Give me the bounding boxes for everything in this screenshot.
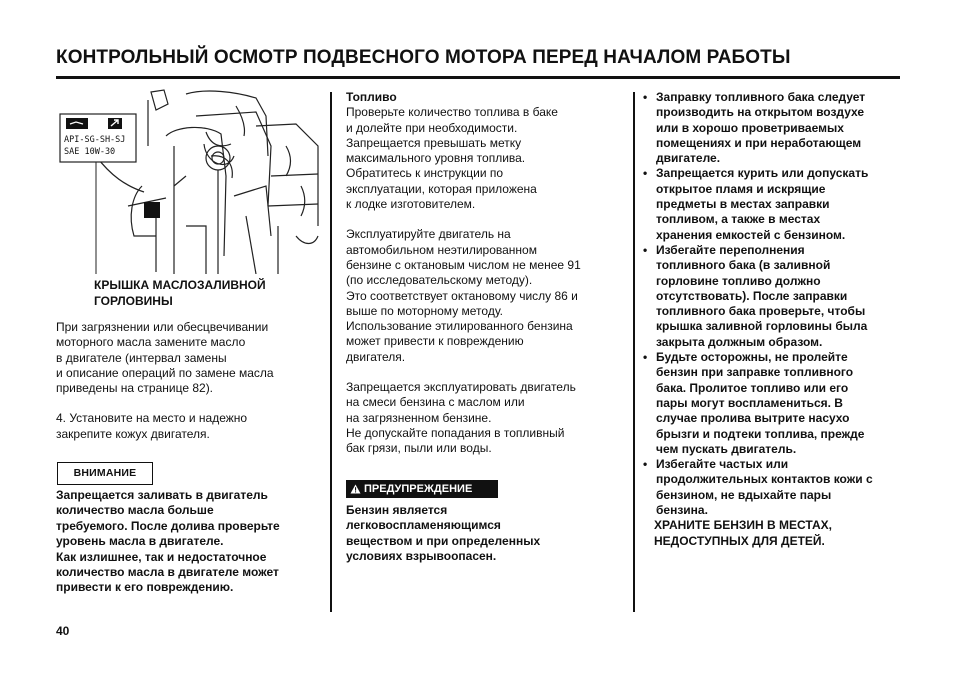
text-line: приведены на странице 82). [56, 381, 214, 396]
text-line: максимального уровня топлива. [346, 151, 526, 166]
text-line: Это соответствует октановому числу 86 и [346, 288, 578, 303]
text-line: выше по моторному методу. [346, 303, 503, 318]
list-item [642, 90, 902, 166]
page-number: 40 [56, 624, 70, 638]
safety-list-section [642, 90, 902, 549]
storage-line: ХРАНИТЕ БЕНЗИН В МЕСТАХ, [654, 518, 832, 533]
warning-line: Бензин является [346, 503, 448, 517]
bullet-line: предметы в местах заправки [656, 197, 830, 212]
text-line: в двигателе (интервал замены [56, 350, 227, 365]
fuel-section [346, 90, 608, 457]
notice-line: привести к его повреждению. [56, 580, 234, 595]
text-line: Запрещается превышать метку [346, 135, 522, 150]
notice-label: ВНИМАНИЕ [57, 462, 153, 485]
warning-label-text: ПРЕДУПРЕЖДЕНИЕ [364, 483, 473, 495]
text-line: двигателя. [346, 349, 406, 364]
oil-spec-label [60, 114, 136, 162]
bullet-line: пары могут воспламениться. В [656, 395, 843, 410]
text-line: может привести к повреждению [346, 334, 524, 349]
notice-line: требуемого. После долива проверьте [56, 518, 280, 533]
caption-line-1: КРЫШКА МАСЛОЗАЛИВНОЙ [94, 278, 266, 292]
text-line: Запрещается эксплуатировать двигатель [346, 380, 576, 395]
bullet-line: • Избегайте переполнения [656, 242, 805, 257]
list-item [642, 166, 902, 242]
text-line: (по исследовательскому методу). [346, 273, 533, 288]
bullet-line: закрыта должным образом. [656, 334, 823, 349]
bullet-line: • Заправку топливного бака следует [656, 90, 866, 104]
title-rule [56, 76, 900, 79]
text-line: эксплуатации, которая приложена [346, 181, 537, 196]
text-line: Не допускайте попадания в топливный [346, 425, 565, 440]
caption-line-2: ГОРЛОВИНЫ [94, 293, 173, 308]
text-line: Эксплуатируйте двигатель на [346, 227, 511, 242]
bullet-line: топливного бака проверьте, чтобы [656, 304, 866, 319]
column-divider-2 [633, 92, 635, 612]
bullet-line: бака. Пролитое топливо или его [656, 380, 849, 395]
bullet-line: топливного бака (в заливной [656, 258, 831, 273]
bullet-line: открытое пламя и искрящие [656, 181, 826, 196]
notice-line: Запрещается заливать в двигатель [56, 488, 268, 502]
text-line: Использование этилированного бензина [346, 319, 573, 334]
text-line: и описание операций по замене масла [56, 365, 274, 380]
text-line: Обратитесь к инструкции по [346, 166, 504, 181]
text-line: Проверьте количество топлива в баке [346, 105, 558, 120]
notice-line: уровень масла в двигателе. [56, 534, 224, 549]
warning-line: веществом и при определенных [346, 533, 541, 548]
bullet-line: случае пролива вытрите насухо [656, 411, 850, 426]
text-line: бензине с октановым числом не менее 91 [346, 257, 581, 272]
bullet-line: бензином, не вдыхайте пары [656, 487, 832, 502]
page-title: КОНТРОЛЬНЫЙ ОСМОТР ПОДВЕСНОГО МОТОРА ПЕРЕД НАЧАЛОМ РАБОТЫ [56, 47, 791, 68]
column-divider-1 [330, 92, 332, 612]
storage-warning [642, 518, 902, 549]
illustration-caption [94, 278, 266, 309]
bullet-line: двигателе. [656, 151, 721, 166]
list-item [642, 243, 902, 350]
bullet-line: продолжительных контактов кожи с [656, 472, 873, 487]
warning-line: условиях взрывоопасен. [346, 549, 497, 564]
text-line: к лодке изготовителем. [346, 197, 476, 212]
list-item [642, 350, 902, 457]
storage-line: НЕДОСТУПНЫХ ДЛЯ ДЕТЕЙ. [654, 533, 825, 548]
safety-bullet-list [642, 90, 902, 518]
warning-text [346, 503, 606, 565]
text-line: При загрязнении или обесцвечивании [56, 320, 269, 334]
warning-triangle-icon [350, 484, 361, 494]
warning-label [346, 480, 498, 498]
bullet-line: • Избегайте частых или [656, 457, 789, 472]
text-line: на загрязненном бензине. [346, 410, 492, 425]
text-line: на смеси бензина с маслом или [346, 395, 525, 410]
notice-text [56, 488, 322, 596]
notice-line: количество масла в двигателе может [56, 565, 279, 580]
bullet-line: бензина. [656, 503, 708, 518]
bullet-line: помещениях и при неработающем [656, 135, 862, 150]
bullet-line: брызги и подтеки топлива, прежде [656, 426, 865, 441]
bullet-line: • Запрещается курить или допускать [656, 166, 869, 181]
step-line: 4. Установите на место и надежно [56, 411, 248, 426]
warning-line: легковоспламеняющимся [346, 518, 501, 533]
oil-filler-cap-illustration [56, 86, 324, 274]
notice-line: количество масла больше [56, 503, 214, 518]
bullet-line: • Будьте осторожны, не пролейте [656, 350, 848, 365]
oil-spec-line-1: API-SG-SH-SJ [64, 135, 126, 145]
step-line: закрепите кожух двигателя. [56, 426, 210, 441]
text-line: моторного масла замените масло [56, 335, 246, 350]
oil-spec-line-2: SAE 10W-30 [64, 147, 116, 157]
text-line: автомобильном неэтилированном [346, 242, 537, 257]
notice-line: Как излишнее, так и недостаточное [56, 549, 267, 564]
fuel-heading: Топливо [346, 90, 397, 104]
bullet-line: бензин при заправке топливного [656, 365, 854, 380]
bullet-line: хранения емкостей с бензином. [656, 227, 846, 242]
bullet-line: или в хорошо проветриваемых [656, 120, 844, 135]
bullet-line: крышка заливной горловины была [656, 319, 868, 334]
bullet-line: топливом, а также в местах [656, 212, 821, 227]
list-item [642, 457, 902, 518]
text-line: бак грязи, пыли или воды. [346, 441, 492, 456]
bullet-line: отсутствовать). После заправки [656, 288, 848, 303]
text-line: и долейте при необходимости. [346, 120, 518, 135]
bullet-line: чем пускать двигатель. [656, 441, 797, 456]
bullet-line: производить на открытом воздухе [656, 105, 865, 120]
bullet-line: горловине топливо должно [656, 273, 821, 288]
oil-change-text [56, 320, 318, 442]
